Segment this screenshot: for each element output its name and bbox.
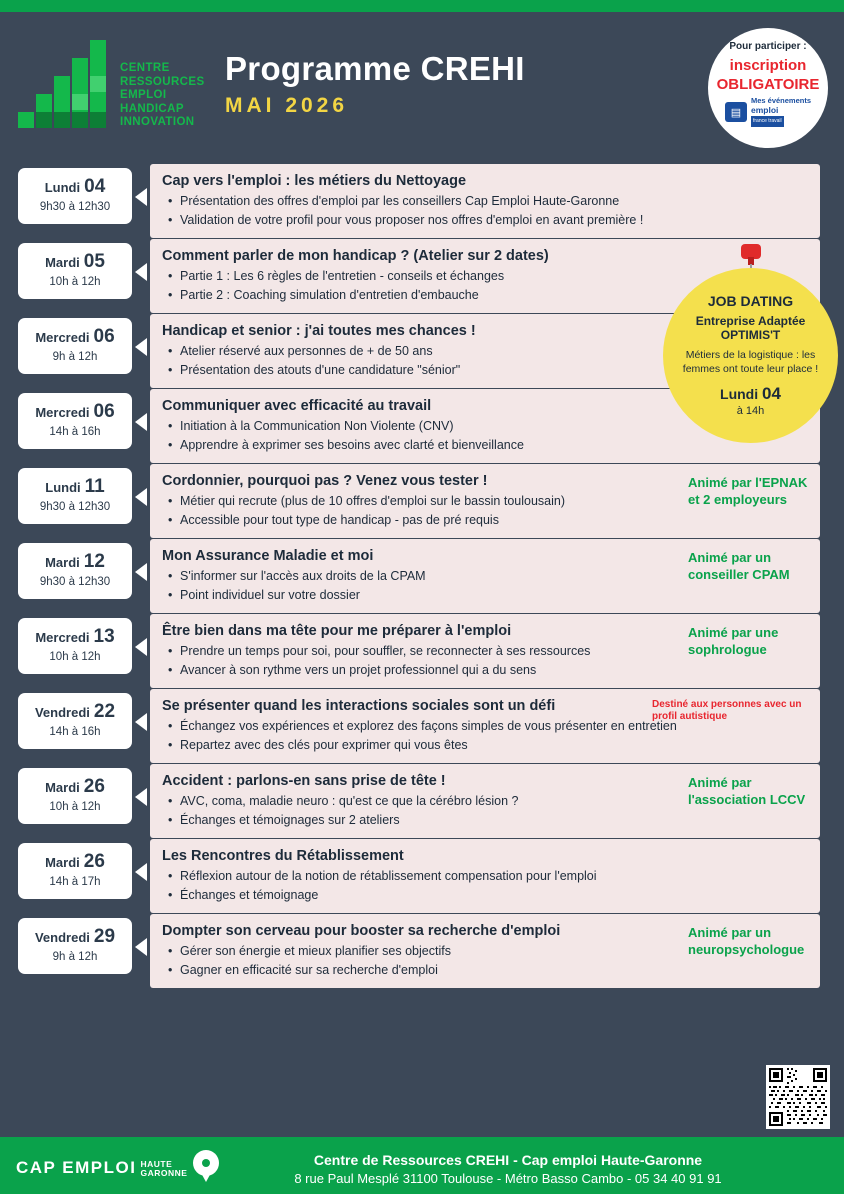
- row-day: [18, 926, 132, 948]
- row-arrow-icon: [135, 413, 147, 431]
- row-arrow-icon: [135, 788, 147, 806]
- row-datebox: [18, 843, 132, 899]
- row-title: Dompter son cerveau pour booster sa recherche d'emploi: [162, 923, 561, 939]
- row-datebox: [18, 693, 132, 749]
- program-row: [0, 164, 844, 230]
- badge-line-3: OBLIGATOIRE: [716, 76, 820, 93]
- row-dayname: Mercredi: [35, 405, 90, 420]
- row-note: Animé par une sophrologue: [688, 625, 779, 657]
- row-bullet: • Repartez avec des clés pour exprimer qui vous êtes: [180, 736, 808, 755]
- row-hours: 10h à 12h: [49, 276, 101, 288]
- row-datebox: [18, 393, 132, 449]
- row-day: [18, 251, 132, 273]
- mini-line-2: emploi: [750, 104, 779, 115]
- header: [0, 12, 844, 152]
- row-note: Animé par un neuropsychologue: [688, 925, 805, 957]
- mini-line-1: Mes événements: [750, 96, 812, 106]
- row-dayname: Mercredi: [35, 330, 90, 345]
- cap-emploi-logo-sub1: HAUTE: [140, 1158, 173, 1169]
- cap-emploi-logo-main: CAP EMPLOI: [16, 1158, 137, 1177]
- row-day: [18, 476, 132, 498]
- row-hours: 14h à 16h: [49, 726, 101, 738]
- row-bullet: • Accessible pour tout type de handicap - pas de pré requis: [180, 511, 808, 530]
- row-daynumber: 26: [83, 776, 105, 797]
- row-title: Être bien dans ma tête pour me préparer à l'emploi: [162, 623, 512, 639]
- row-datebox: [18, 318, 132, 374]
- row-dayname: Mercredi: [35, 630, 90, 645]
- row-bullet: • Apprendre à exprimer ses besoins avec clarté et bienveillance: [180, 436, 808, 455]
- row-card: [150, 539, 820, 613]
- row-hours: 9h à 12h: [52, 351, 98, 363]
- job-dating-description: Métiers de la logistique : les femmes ont toute leur place !: [682, 349, 819, 375]
- row-hours: 9h30 à 12h30: [39, 201, 111, 213]
- row-bullet: • Échanges et témoignage: [180, 886, 808, 905]
- row-daynumber: 05: [83, 251, 105, 272]
- top-green-bar: [0, 0, 844, 12]
- job-dating-company-type: Entreprise Adaptée: [695, 314, 806, 328]
- row-card: [150, 839, 820, 913]
- row-bullet: • Atelier réservé aux personnes de + de 50 ans: [180, 342, 808, 361]
- cap-emploi-logo-sub2: GARONNE: [140, 1167, 188, 1178]
- row-daynumber: 06: [93, 326, 115, 347]
- row-dayname: Mardi: [45, 555, 80, 570]
- row-bullet: • Gagner en efficacité sur sa recherche d'emploi: [180, 961, 808, 980]
- row-title: Communiquer avec efficacité au travail: [162, 398, 432, 414]
- row-arrow-icon: [135, 563, 147, 581]
- badge-line-2: inscription: [729, 57, 807, 74]
- program-row: [0, 539, 844, 605]
- row-arrow-icon: [135, 863, 147, 881]
- poster-body: [0, 12, 844, 1137]
- logo-squares-icon: [18, 34, 118, 142]
- registration-badge: [708, 28, 828, 148]
- row-hours: 10h à 12h: [49, 801, 101, 813]
- mini-line-3: france travail: [751, 116, 784, 127]
- logo-wordmark: [120, 62, 205, 130]
- program-row: [0, 614, 844, 680]
- job-dating-daynum: 04: [762, 384, 781, 403]
- page-subtitle: MAI 2026: [225, 94, 349, 117]
- row-title: Comment parler de mon handicap ? (Atelier sur 2 dates): [162, 248, 549, 264]
- location-pin-icon: [193, 1150, 219, 1184]
- cap-emploi-logo: [16, 1158, 187, 1178]
- row-day: [18, 701, 132, 723]
- row-title: Accident : parlons-en sans prise de tête !: [162, 773, 446, 789]
- program-row: [0, 839, 844, 905]
- row-daynumber: 06: [93, 401, 115, 422]
- row-datebox: [18, 618, 132, 674]
- row-arrow-icon: [135, 188, 147, 206]
- row-bullet: • Échanges et témoignages sur 2 ateliers: [180, 811, 808, 830]
- row-day: [18, 776, 132, 798]
- row-card: [150, 764, 820, 838]
- row-note: Animé par un conseiller CPAM: [688, 550, 790, 582]
- row-bullet: • Présentation des atouts d'une candidature "sénior": [180, 361, 808, 380]
- row-card: [150, 464, 820, 538]
- row-note: Destiné aux personnes avec un profil autistique: [652, 699, 802, 722]
- row-datebox: [18, 168, 132, 224]
- row-daynumber: 11: [84, 476, 105, 497]
- row-title: Handicap et senior : j'ai toutes mes chances !: [162, 323, 476, 339]
- row-daynumber: 22: [93, 701, 116, 722]
- row-arrow-icon: [135, 713, 147, 731]
- row-bullet: • Échangez vos expériences et explorez des façons simples de vous présenter en entretien: [180, 717, 808, 736]
- row-card: [150, 164, 820, 238]
- row-daynumber: 29: [93, 926, 116, 947]
- row-title: Se présenter quand les interactions sociales sont un défi: [162, 698, 556, 714]
- row-day: [18, 401, 132, 423]
- row-bullet: • Prendre un temps pour soi, pour souffler, se reconnecter à ses ressources: [180, 642, 808, 661]
- mes-evenements-emploi-logo: [725, 96, 812, 125]
- row-dayname: Lundi: [45, 480, 81, 495]
- row-day: [18, 851, 132, 873]
- qr-code[interactable]: [766, 1065, 830, 1129]
- row-arrow-icon: [135, 638, 147, 656]
- row-bullets: [150, 867, 820, 913]
- row-datebox: [18, 543, 132, 599]
- logo-line-5: INNOVATION: [120, 116, 195, 128]
- row-hours: 10h à 12h: [49, 651, 101, 663]
- logo-line-1: CENTRE: [120, 62, 170, 74]
- page-title: Programme CREHI: [225, 50, 525, 87]
- row-datebox: [18, 918, 132, 974]
- row-bullet: • Métier qui recrute (plus de 10 offres d'emploi sur le bassin toulousain): [180, 492, 808, 511]
- row-daynumber: 04: [84, 176, 106, 197]
- row-arrow-icon: [135, 338, 147, 356]
- row-title: Les Rencontres du Rétablissement: [162, 848, 404, 864]
- row-datebox: [18, 768, 132, 824]
- program-row: [0, 464, 844, 530]
- row-bullet: • Avancer à son rythme vers un projet professionnel qui a du sens: [180, 661, 808, 680]
- row-daynumber: 26: [83, 851, 105, 872]
- row-arrow-icon: [135, 938, 147, 956]
- logo-line-4: HANDICAP: [120, 102, 184, 115]
- row-bullet: • AVC, coma, maladie neuro : qu'est ce que la cérébro lésion ?: [180, 792, 808, 811]
- row-bullet: • S'informer sur l'accès aux droits de la CPAM: [180, 567, 808, 586]
- row-bullet: • Initiation à la Communication Non Violente (CNV): [180, 417, 808, 436]
- footer-line-2: 8 rue Paul Mesplé 31100 Toulouse - Métro Basso Cambo - 05 34 40 91 91: [294, 1171, 722, 1186]
- row-title: Mon Assurance Maladie et moi: [162, 548, 374, 564]
- row-day: [18, 551, 132, 573]
- logo-line-3: EMPLOI: [120, 89, 167, 101]
- row-bullets: [150, 717, 820, 763]
- job-dating-title: JOB DATING: [707, 293, 794, 309]
- row-note: Animé par l'EPNAK et 2 employeurs: [688, 475, 808, 507]
- row-bullet: • Partie 2 : Coaching simulation d'entretien d'embauche: [180, 286, 808, 305]
- row-hours: 9h30 à 12h30: [39, 576, 111, 588]
- row-bullet: • Partie 1 : Les 6 règles de l'entretien - conseils et échanges: [180, 267, 808, 286]
- job-dating-date: [663, 384, 838, 404]
- program-row: [0, 689, 844, 755]
- row-day: [18, 326, 132, 348]
- row-dayname: Vendredi: [34, 930, 90, 945]
- badge-line-1: Pour participer :: [729, 41, 807, 52]
- row-dayname: Vendredi: [34, 705, 90, 720]
- row-daynumber: 13: [93, 626, 115, 647]
- row-bullets: [150, 192, 820, 238]
- row-bullet: • Validation de votre profil pour vous proposer nos offres d'emploi en avant première !: [180, 211, 808, 230]
- row-daynumber: 12: [83, 551, 105, 572]
- row-dayname: Mardi: [45, 255, 80, 270]
- row-hours: 9h30 à 12h30: [39, 501, 111, 513]
- row-card: [150, 689, 820, 763]
- row-title: Cordonnier, pourquoi pas ? Venez vous tester !: [162, 473, 488, 489]
- row-day: [18, 176, 132, 198]
- calendar-icon: ▤: [725, 102, 747, 122]
- crehi-logo: [18, 34, 205, 142]
- row-dayname: Lundi: [44, 180, 81, 195]
- row-card: [150, 914, 820, 988]
- footer-address: [228, 1152, 788, 1186]
- footer-line-1: Centre de Ressources CREHI - Cap emploi Haute-Garonne: [313, 1152, 703, 1168]
- row-hours: 14h à 17h: [49, 876, 101, 888]
- row-dayname: Mardi: [45, 780, 80, 795]
- row-bullet: • Gérer son énergie et mieux planifier ses objectifs: [180, 942, 808, 961]
- row-datebox: [18, 243, 132, 299]
- row-dayname: Mardi: [45, 855, 80, 870]
- row-hours: 14h à 16h: [49, 426, 101, 438]
- job-dating-bubble: [663, 268, 838, 443]
- row-hours: 9h à 12h: [52, 951, 98, 963]
- job-dating-company: OPTIMIS'T: [720, 328, 781, 342]
- title-block: [225, 50, 525, 118]
- job-dating-hour: à 14h: [736, 405, 765, 417]
- row-arrow-icon: [135, 263, 147, 281]
- row-card: [150, 614, 820, 688]
- program-row: [0, 914, 844, 980]
- row-datebox: [18, 468, 132, 524]
- row-bullet: • Point individuel sur votre dossier: [180, 586, 808, 605]
- job-dating-day: Lundi: [720, 386, 759, 402]
- row-arrow-icon: [135, 488, 147, 506]
- row-day: [18, 626, 132, 648]
- row-bullet: • Présentation des offres d'emploi par les conseillers Cap Emploi Haute-Garonne: [180, 192, 808, 211]
- logo-line-2: RESSOURCES: [120, 75, 205, 88]
- row-bullet: • Réflexion autour de la notion de rétablissement compensation pour l'emploi: [180, 867, 808, 886]
- row-title: Cap vers l'emploi : les métiers du Nettoyage: [162, 173, 467, 189]
- row-note: Animé par l'association LCCV: [688, 775, 806, 807]
- program-row: [0, 764, 844, 830]
